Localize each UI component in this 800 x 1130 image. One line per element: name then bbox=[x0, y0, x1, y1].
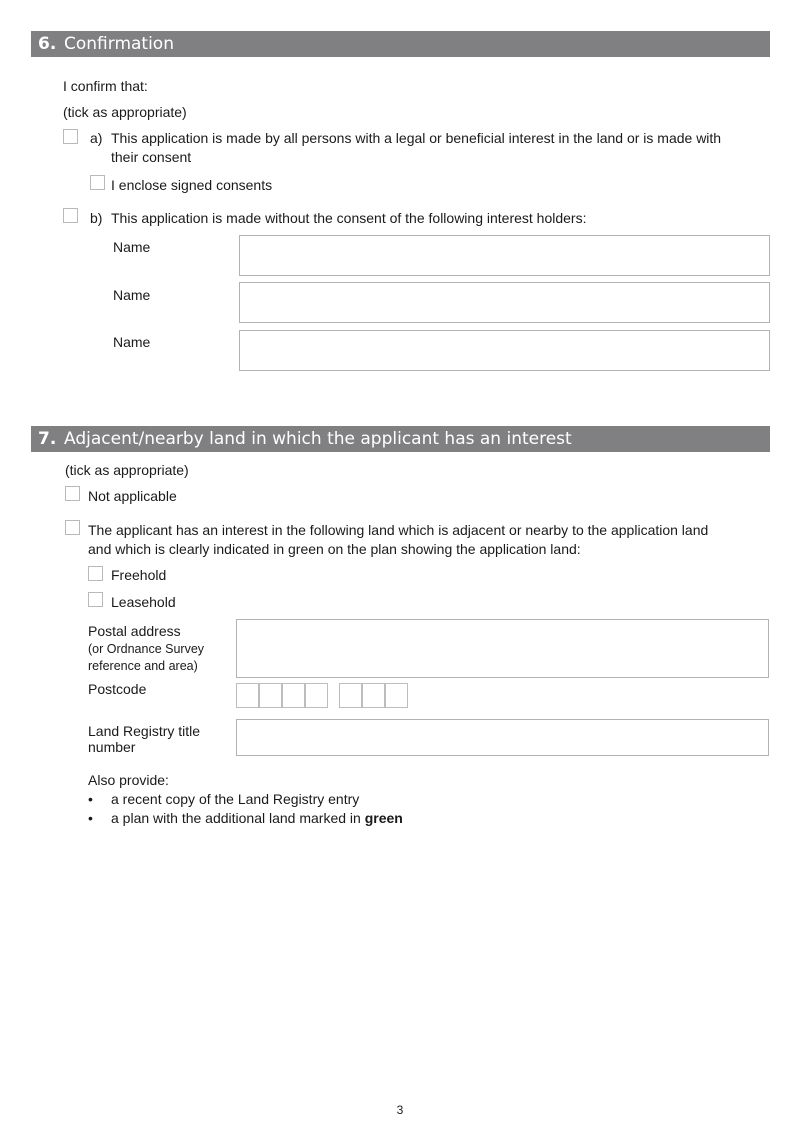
postcode-cell[interactable] bbox=[259, 683, 282, 708]
freehold-checkbox[interactable] bbox=[88, 566, 103, 581]
confirm-text: I confirm that: bbox=[63, 78, 148, 94]
postcode-label: Postcode bbox=[88, 681, 147, 697]
page-number: 3 bbox=[396, 1103, 404, 1117]
leasehold-label: Leasehold bbox=[111, 594, 176, 610]
not-applicable-label: Not applicable bbox=[88, 488, 177, 504]
section-number: 6. bbox=[38, 34, 57, 54]
tick-instruction: (tick as appropriate) bbox=[63, 104, 187, 120]
freehold-label: Freehold bbox=[111, 567, 167, 583]
option-b-text: This application is made without the consent of the following interest holders: bbox=[111, 210, 587, 226]
interest-text-line2: and which is clearly indicated in green on the plan showing the application land: bbox=[88, 541, 581, 557]
interest-checkbox[interactable] bbox=[65, 520, 80, 535]
name-field-2[interactable] bbox=[239, 282, 770, 323]
postcode-cell[interactable] bbox=[282, 683, 305, 708]
leasehold-checkbox[interactable] bbox=[88, 592, 103, 607]
postal-address-sub1: (or Ordnance Survey bbox=[88, 642, 205, 656]
postcode-cell[interactable] bbox=[339, 683, 362, 708]
title-number-field[interactable] bbox=[236, 719, 769, 756]
option-b-checkbox[interactable] bbox=[63, 208, 78, 223]
bullet-item-2 bbox=[111, 810, 403, 826]
name-field-1[interactable] bbox=[239, 235, 770, 276]
postal-address-label: Postal address bbox=[88, 623, 181, 639]
not-applicable-checkbox[interactable] bbox=[65, 486, 80, 501]
name-label-1: Name bbox=[113, 239, 151, 255]
section-title: Adjacent/nearby land in which the applicant has an interest bbox=[64, 429, 572, 449]
postcode-cell[interactable] bbox=[236, 683, 259, 708]
enclose-consents-label: I enclose signed consents bbox=[111, 177, 273, 193]
option-a-letter: a) bbox=[90, 130, 103, 146]
section-number: 7. bbox=[38, 429, 57, 449]
option-a-checkbox[interactable] bbox=[63, 129, 78, 144]
section-6-header bbox=[31, 31, 770, 57]
bullet-item-2-bold: green bbox=[364, 810, 403, 826]
bullet-marker: • bbox=[88, 791, 93, 807]
bullet-item-1: a recent copy of the Land Registry entry bbox=[111, 791, 360, 807]
interest-text-line1: The applicant has an interest in the following land which is adjacent or nearby to the application land bbox=[88, 522, 709, 538]
bullet-marker: • bbox=[88, 810, 93, 826]
option-a-text-line1: This application is made by all persons with a legal or beneficial interest in the land or is made with bbox=[111, 130, 722, 146]
postcode-cell[interactable] bbox=[362, 683, 385, 708]
title-number-label-line1: Land Registry title bbox=[88, 723, 201, 739]
also-provide-label: Also provide: bbox=[88, 772, 169, 788]
bullet-item-2-text: a plan with the additional land marked in bbox=[111, 810, 365, 826]
name-field-3[interactable] bbox=[239, 330, 770, 371]
enclose-consents-checkbox[interactable] bbox=[90, 175, 105, 190]
option-b-letter: b) bbox=[90, 210, 103, 226]
postal-address-sub2: reference and area) bbox=[88, 659, 198, 673]
name-label-3: Name bbox=[113, 334, 151, 350]
name-label-2: Name bbox=[113, 287, 151, 303]
postcode-cell[interactable] bbox=[385, 683, 408, 708]
section-7-header bbox=[31, 426, 770, 452]
option-a-text-line2: their consent bbox=[111, 149, 192, 165]
section-title: Confirmation bbox=[64, 34, 174, 54]
postcode-cell[interactable] bbox=[305, 683, 328, 708]
postal-address-field[interactable] bbox=[236, 619, 769, 678]
tick-instruction: (tick as appropriate) bbox=[65, 462, 189, 478]
title-number-label-line2: number bbox=[88, 739, 136, 755]
